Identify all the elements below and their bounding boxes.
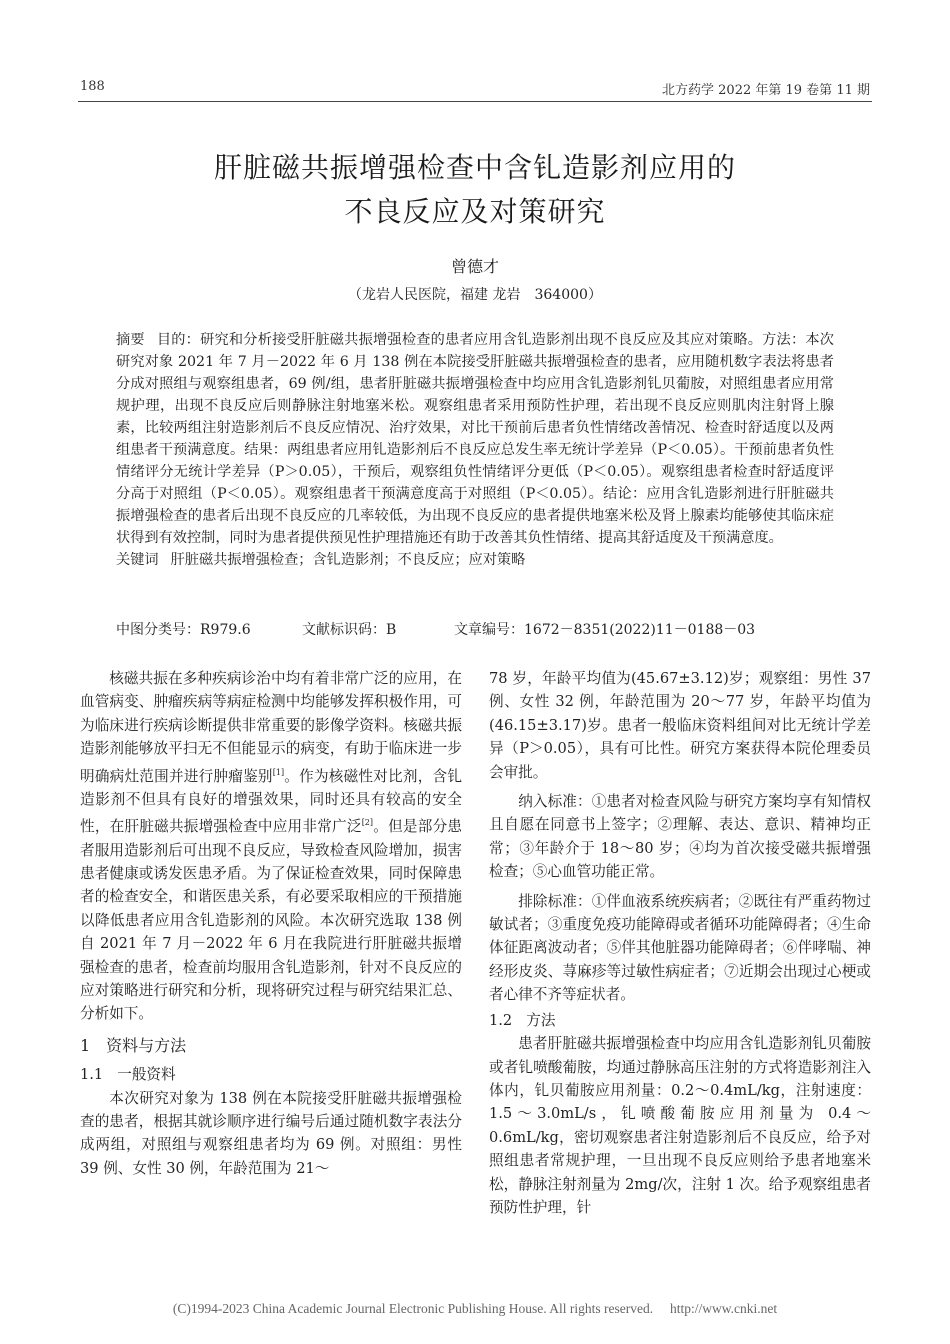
abstract [116, 329, 834, 549]
inclusion-criteria: 纳入标准：①患者对检查风险与研究方案均享有知情权且自愿在同意书上签字；②理解、表达、意识、精神均正常；③年龄介于 18～80 岁；④均为首次接受磁共振增强检查；⑤心血管功能正常。 [489, 793, 871, 881]
author-affiliation: （龙岩人民医院，福建 龙岩 364000） [348, 287, 602, 303]
abstract-label: 摘要 [116, 332, 145, 348]
article-title-line-2: 不良反应及对策研究 [344, 195, 606, 228]
clc-number: 中图分类号：R979.6 [116, 622, 251, 638]
body-right-column [489, 667, 871, 1219]
reference-2[interactable]: [2] [361, 818, 374, 828]
reference-1[interactable]: [1] [272, 767, 285, 777]
intro-text-2: 。作为核磁性对比剂，含钆造影剂不但具有良好的增强效果，同时还具有较高的安全性，在肝脏磁共振增强检查中应用非常广泛 [80, 767, 462, 836]
page-number: 188 [80, 79, 105, 94]
subsection-number: 1.1 [80, 1066, 104, 1084]
article-title-line-1: 肝脏磁共振增强检查中含钆造影剂应用的 [213, 151, 736, 184]
article-number: 文章编号：1672－8351(2022)11－0188－03 [454, 622, 756, 638]
keywords [116, 549, 834, 571]
body-left-column [80, 667, 462, 1180]
subsection-title: 方法 [526, 1011, 556, 1029]
keywords-text: 肝脏磁共振增强检查；含钆造影剂；不良反应；应对策略 [170, 552, 526, 568]
copyright-footer: (C)1994-2023 China Academic Journal Electronic Publishing House. All rights reserved. http://www.cnki.net [172, 1301, 778, 1316]
subsection-heading-1-1 [80, 1063, 462, 1086]
document-code: 文献标识码：B [302, 622, 397, 638]
section-heading-1: 1 资料与方法 [80, 1035, 187, 1055]
journal-header: 北方药学 2022 年第 19 卷第 11 期 [662, 83, 870, 98]
intro-paragraph [80, 667, 462, 1026]
abstract-text: 目的：研究和分析接受肝脏磁共振增强检查的患者应用含钆造影剂出现不良反应及其应对策略。方法：本次研究对象 2021 年 7 月－2022 年 6 月 138 例在本院接受肝脏磁共振增强检查的患者，应用随机数字表法将患者分成对照组与观察组患者，69 例/组，患者肝脏磁共振增强检查中均应用含钆造影剂钆贝葡胺，对照组患者应用常规护理，出现不良反应后则静脉注射地塞米松。观察组患者采用预防性护理，若出现不良反应则肌肉注射肾上腺素，比较两组注射造影剂后不良反应情况、治疗效果，对比干预前后患者负性情绪改善情况、检查时舒适度以及两组患者干预满意度。结果：两组患者应用钆造影剂后不良反应总发生率无统计学差异（P＜0.05）。干预前患者负性情绪评分无统计学差异（P＞0.05），干预后，观察组负性情绪评分更低（P＜0.05）。观察组患者检查时舒适度评分高于对照组（P＜0.05）。观察组患者干预满意度高于对照组（P＜0.05）。结论：应用含钆造影剂进行肝脏磁共振增强检查的患者后出现不良反应的几率较低，为出现不良反应的患者提供地塞米松及肾上腺素均能够使其临床症状得到有效控制，同时为患者提供预见性护理措施还有助于改善其负性情绪、提高其舒适度及干预满意度。 [116, 332, 834, 546]
intro-text-3: 。但是部分患者服用造影剂后可出现不良反应，导致检查风险增加，损害患者健康或诱发医患矛盾。为了保证检查效果，同时保障患者的检查安全，和谐医患关系，有必要采取相应的干预措施以降低患者应用含钆造影剂的风险。本次研究选取 138 例自 2021 年 7 月－2022 年 6 月在我院进行肝脏磁共振增强检查的患者，检查前均服用含钆造影剂，针对不良反应的应对策略进行研究和分析，现将研究过程与研究结果汇总、分析如下。 [80, 818, 462, 1023]
exclusion-criteria: 排除标准：①伴血液系统疾病者；②既往有严重药物过敏试者；③重度免疫功能障碍或者循环功能障碍者；④生命体征距离波动者；⑤伴其他脏器功能障碍者；⑥伴哮喘、神经形皮炎、荨麻疹等过敏性病症者；⑦近期会出现过心梗或者心律不齐等症状者。 [489, 892, 871, 1004]
subsection-number: 1.2 [489, 1011, 513, 1029]
subsection-title: 一般资料 [117, 1066, 176, 1084]
general-data-continued: 78 岁，年龄平均值为(45.67±3.12)岁；观察组：男性 37 例、女性 32 例，年龄范围为 20～77 岁，年龄平均值为(46.15±3.17)岁。患者一般临床资料组间对比无统计学差异（P＞0.05），具有可比性。研究方案获得本院伦理委员会审批。 [489, 670, 871, 781]
keywords-label: 关键词 [116, 552, 159, 568]
subsection-heading-1-2 [489, 1009, 871, 1032]
classification-line [116, 619, 755, 639]
abstract-block [116, 329, 834, 571]
method-paragraph: 患者肝脏磁共振增强检查中均应用含钆造影剂钆贝葡胺或者钆喷酸葡胺，均通过静脉高压注射的方式将造影剂注入体内，钆贝葡胺应用剂量：0.2～0.4mL/kg，注射速度：1.5～3.0mL/s，钆喷酸葡胺应用剂量为 0.4～0.6mL/kg，密切观察患者注射造影剂后不良反应，给予对照组患者常规护理，一旦出现不良反应则给予患者地塞米松，静脉注射剂量为 2mg/次，注射 1 次。给予观察组患者预防性护理，针 [489, 1035, 871, 1216]
author-name: 曾德才 [450, 257, 499, 276]
general-data-paragraph: 本次研究对象为 138 例在本院接受肝脏磁共振增强检查的患者，根据其就诊顺序进行编号后通过随机数字表法分成两组，对照组与观察组患者均为 69 例。对照组：男性 39 例、女性 30 例，年龄范围为 21～ [80, 1089, 462, 1177]
header-divider [78, 101, 872, 102]
intro-text-1: 核磁共振在多种疾病诊治中均有着非常广泛的应用，在血管病变、肿瘤疾病等病症检测中均能够发挥积极作用，可为临床进行疾病诊断提供非常重要的影像学资料。核磁共振造影剂能够放平扫无不但能显示的病变，有助于临床进一步明确病灶范围并进行肿瘤鉴别 [80, 670, 462, 785]
